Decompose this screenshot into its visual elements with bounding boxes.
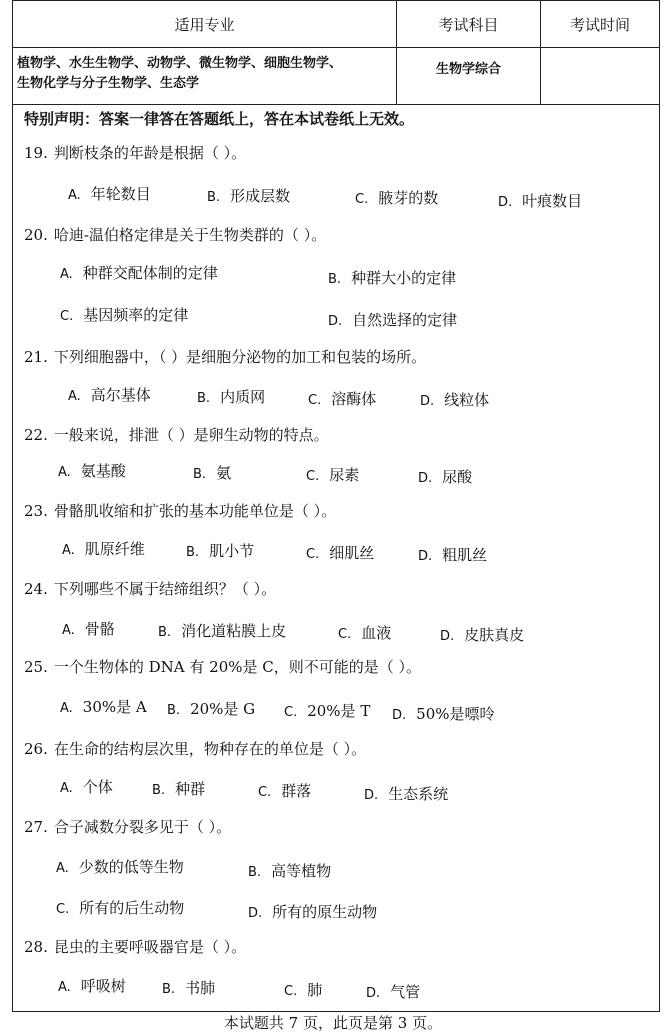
option-27-b: B. 高等植物	[248, 862, 332, 880]
option-25-a: A. 30%是 A	[60, 698, 147, 716]
option-22-d: D. 尿酸	[418, 468, 473, 486]
question-19: 19. 判断枝条的年龄是根据（ ）。	[24, 144, 247, 162]
page-footer: 本试题共 7 页，此页是第 3 页。	[223, 1014, 443, 1032]
header-time-label: 考试时间	[541, 1, 660, 48]
option-21-b: B. 内质网	[197, 388, 266, 406]
header-major-label: 适用专业	[13, 1, 397, 48]
header-majors	[13, 48, 397, 105]
header-subject-label: 考试科目	[397, 1, 541, 48]
special-notice: 特别声明：答案一律答在答题纸上，答在本试卷纸上无效。	[24, 110, 415, 128]
option-24-a: A. 骨骼	[62, 620, 115, 638]
option-27-c: C. 所有的后生动物	[56, 899, 185, 917]
option-28-d: D. 气管	[366, 983, 421, 1001]
question-25: 25. 一个生物体的 DNA 有 20%是 C，则不可能的是（ ）。	[24, 658, 422, 676]
option-21-c: C. 溶酶体	[308, 390, 377, 408]
option-20-d: D. 自然选择的定律	[328, 311, 458, 329]
option-19-d: D. 叶痕数目	[498, 192, 583, 210]
option-22-a: A. 氨基酸	[58, 462, 126, 480]
option-28-c: C. 肺	[284, 981, 323, 999]
option-24-c: C. 血液	[338, 624, 392, 642]
option-27-a: A. 少数的低等生物	[56, 858, 184, 876]
option-28-a: A. 呼吸树	[58, 977, 126, 995]
question-27: 27. 合子减数分裂多见于（ ）。	[24, 818, 232, 836]
option-23-b: B. 肌小节	[186, 542, 255, 560]
option-20-b: B. 种群大小的定律	[328, 269, 457, 287]
majors-line-1: 植物学、水生生物学、动物学、微生物学、细胞生物学、	[17, 56, 343, 71]
option-21-d: D. 线粒体	[420, 391, 490, 409]
option-23-d: D. 粗肌丝	[418, 546, 488, 564]
question-26: 26. 在生命的结构层次里，物种存在的单位是（ ）。	[24, 740, 367, 758]
question-21: 21. 下列细胞器中，（ ）是细胞分泌物的加工和包装的场所。	[24, 348, 427, 366]
option-24-b: B. 消化道粘膜上皮	[158, 622, 287, 640]
question-22: 22. 一般来说，排泄（ ）是卵生动物的特点。	[24, 426, 329, 444]
option-26-a: A. 个体	[60, 778, 113, 796]
option-28-b: B. 书肺	[162, 979, 216, 997]
option-22-b: B. 氨	[193, 464, 232, 482]
option-26-b: B. 种群	[152, 780, 206, 798]
question-20: 20. 哈迪-温伯格定律是关于生物类群的（ ）。	[24, 226, 327, 244]
option-26-c: C. 群落	[258, 782, 312, 800]
majors-line-2: 生物化学与分子生物学、生态学	[17, 76, 200, 91]
option-26-d: D. 生态系统	[364, 785, 449, 803]
option-19-a: A. 年轮数目	[68, 185, 151, 203]
option-27-d: D. 所有的原生动物	[248, 903, 378, 921]
question-23: 23. 骨骼肌收缩和扩张的基本功能单位是（ ）。	[24, 502, 337, 520]
option-23-a: A. 肌原纤维	[62, 540, 145, 558]
option-24-d: D. 皮肤真皮	[440, 626, 525, 644]
option-20-c: C. 基因频率的定律	[60, 306, 189, 324]
option-19-b: B. 形成层数	[207, 187, 291, 205]
option-22-c: C. 尿素	[306, 466, 360, 484]
header-time-value	[541, 48, 660, 105]
header-subject-value: 生物学综合	[397, 48, 541, 105]
option-25-b: B. 20%是 G	[167, 700, 256, 718]
question-24: 24. 下列哪些不属于结缔组织？（ ）。	[24, 580, 277, 598]
option-20-a: A. 种群交配体制的定律	[60, 264, 218, 282]
option-21-a: A. 高尔基体	[68, 386, 151, 404]
option-19-c: C. 腋芽的数	[355, 189, 439, 207]
question-28: 28. 昆虫的主要呼吸器官是（ ）。	[24, 938, 247, 956]
option-25-d: D. 50%是嘌呤	[392, 705, 495, 723]
option-25-c: C. 20%是 T	[284, 702, 371, 720]
exam-header-table	[12, 0, 660, 105]
option-23-c: C. 细肌丝	[306, 544, 375, 562]
